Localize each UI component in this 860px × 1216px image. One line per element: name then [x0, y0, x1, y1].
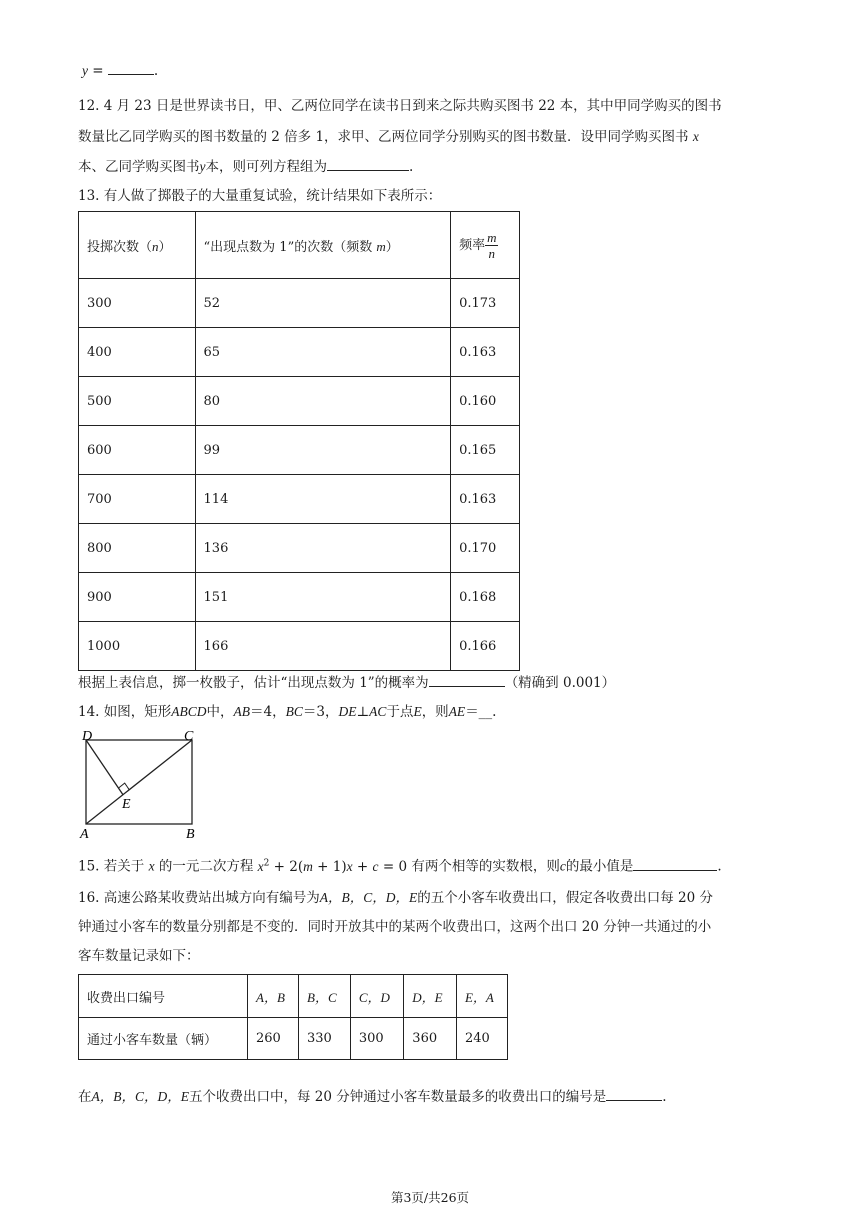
q14-t6: ，则: [421, 704, 449, 720]
eq-c: c: [372, 858, 379, 874]
quadratic-equation: [258, 859, 407, 875]
fraction-m-over-n: [485, 230, 498, 261]
label-a: A: [80, 827, 89, 842]
car-count-cell: 330: [299, 1018, 351, 1060]
var-x: x: [692, 129, 699, 144]
q15-t1: 15. 若关于: [78, 858, 145, 875]
var-c: c: [559, 858, 566, 874]
q12-line-3: [78, 156, 413, 177]
q14-t2: 中，: [206, 704, 234, 720]
cell-frequency: 0.160: [451, 377, 520, 426]
cell-throws: 1000: [79, 622, 196, 671]
q16-t4: 客车数量记录如下：: [78, 948, 200, 964]
eq-m: m: [303, 858, 313, 874]
var-m: m: [376, 238, 386, 254]
exit-pair-cell: C，D: [350, 975, 403, 1018]
cell-count: 114: [195, 475, 451, 524]
seg-ab: AB: [233, 704, 251, 719]
q16-after-t2: 五个收费出口中，每 20 分钟通过小客车数量最多的收费出口的编号是: [189, 1089, 607, 1105]
table-row: [79, 279, 520, 328]
car-count-cell: 240: [456, 1018, 507, 1060]
var-y: y: [82, 63, 88, 78]
cell-count: 65: [195, 328, 451, 377]
cell-frequency: 0.163: [451, 328, 520, 377]
seg-bc: BC: [285, 704, 303, 719]
q12-text-1: 12. 4 月 23 日是世界读书日，甲、乙两位同学在读书日到来之际共购买图书 22 本，其中甲同学购买的图书: [78, 98, 722, 114]
exit-letters: A，B，C，D，E: [319, 890, 418, 905]
cell-throws: 600: [79, 426, 196, 475]
eq-part: + 2(: [269, 858, 304, 875]
header-throws-end: ）: [158, 239, 172, 255]
var-y: y: [199, 159, 206, 174]
period: .: [409, 159, 414, 175]
q15-t4: 的最小值是: [565, 858, 634, 875]
header-count-text: “出现点数为 1”的次数（频数: [203, 239, 373, 255]
header-throws-text: 投掷次数（: [87, 239, 153, 255]
toll-exit-table: [78, 974, 508, 1060]
period: .: [662, 1089, 667, 1105]
cell-throws: 700: [79, 475, 196, 524]
answer-blank[interactable]: [108, 60, 154, 75]
q13-after-text: 根据上表信息，掷一枚骰子，估计“出现点数为 1”的概率为: [78, 675, 429, 691]
header-throws: [79, 212, 196, 279]
q14-t4: ＝3，: [302, 704, 339, 720]
cell-count: 80: [195, 377, 451, 426]
exit-pair-cell: B，C: [299, 975, 351, 1018]
q14-t5: 于点: [386, 704, 414, 720]
header-frequency-text: 频率: [459, 237, 486, 253]
eq-plus: +: [352, 858, 373, 875]
cell-count: 99: [195, 426, 451, 475]
q12-text-3b: 本，则可列方程组为: [205, 159, 327, 175]
equals: =: [88, 63, 108, 79]
q14-t7: ＝__.: [465, 704, 497, 720]
q16-t2: 的五个小客车收费出口，假定各收费出口每 20 分: [417, 890, 714, 906]
cell-count: 136: [195, 524, 451, 573]
answer-blank[interactable]: [606, 1086, 662, 1101]
eq-part2: + 1): [312, 858, 347, 875]
exit-pair-cell: A，B: [248, 975, 299, 1018]
answer-blank[interactable]: [327, 156, 409, 171]
eq-x-linear: x: [346, 858, 353, 874]
q14-text: [78, 702, 496, 722]
q16-line-1: [78, 888, 713, 908]
var-x: x: [148, 858, 155, 874]
q13-after: [78, 672, 615, 693]
q15-text: [78, 853, 722, 877]
var-n: n: [152, 238, 159, 254]
q12-text-3a: 本、乙同学购买图书: [78, 159, 200, 175]
q14-t1: 14. 如图，矩形: [78, 704, 172, 720]
q16-after-t1: 在: [78, 1089, 92, 1105]
cell-frequency: 0.168: [451, 573, 520, 622]
cell-frequency: 0.165: [451, 426, 520, 475]
car-count-cell: 360: [404, 1018, 457, 1060]
eq-x: x: [257, 858, 264, 874]
label-c: C: [184, 729, 194, 744]
point-e: E: [413, 704, 422, 719]
seg-ac: AC: [369, 704, 387, 719]
q15-t2: 的一元二次方程: [158, 858, 254, 875]
cell-throws: 300: [79, 279, 196, 328]
diagonal-ac: [86, 740, 192, 824]
cell-count: 151: [195, 573, 451, 622]
q16-after: [78, 1086, 667, 1107]
q14-t3: ＝4，: [250, 704, 286, 720]
period: .: [153, 63, 159, 79]
rectangle-figure: [76, 728, 206, 844]
page-footer: 第3页/共26页: [390, 1190, 470, 1205]
cell-frequency: 0.170: [451, 524, 520, 573]
cell-throws: 900: [79, 573, 196, 622]
cell-throws: 800: [79, 524, 196, 573]
table-row: [79, 573, 520, 622]
label-d: D: [82, 729, 93, 744]
exit-pair-cell: E，A: [456, 975, 507, 1018]
dice-frequency-table: [78, 211, 520, 671]
q16-t1: 16. 高速公路某收费站出城方向有编号为: [78, 890, 320, 906]
header-count-end: ）: [385, 239, 399, 255]
seg-de: DE: [338, 704, 357, 719]
q15-t3: 有两个相等的实数根，则: [411, 858, 560, 875]
q16-line-2: [78, 917, 711, 937]
q12-text-2: 数量比乙同学购买的图书数量的 2 倍多 1，求甲、乙两位同学分别购买的图书数量．设甲同学购买图书: [78, 129, 689, 145]
cell-throws: 500: [79, 377, 196, 426]
cell-count: 52: [195, 279, 451, 328]
header-count: [195, 212, 451, 279]
exit-pair-cell: D，E: [404, 975, 457, 1018]
answer-blank[interactable]: [429, 672, 505, 687]
eq-equals-zero: = 0: [378, 858, 408, 875]
segment-de: [86, 740, 123, 795]
fraction-denominator: n: [488, 245, 496, 261]
label-b: B: [186, 827, 195, 842]
car-count-row: [79, 1018, 508, 1060]
table-row: [79, 377, 520, 426]
right-angle-mark: [118, 783, 129, 790]
q13-intro: [78, 186, 441, 206]
cell-frequency: 0.163: [451, 475, 520, 524]
table-row: [79, 426, 520, 475]
period: .: [717, 858, 722, 875]
q13-intro-text: 13. 有人做了掷骰子的大量重复试验，统计结果如下表所示：: [78, 188, 442, 204]
perp-symbol: ⊥: [356, 704, 370, 720]
exit-code-label: 收费出口编号: [79, 975, 248, 1018]
answer-blank[interactable]: [633, 856, 717, 871]
car-count-cell: 260: [248, 1018, 299, 1060]
q12-line-1: [78, 96, 722, 116]
header-frequency: [451, 212, 520, 279]
exit-letters: A，B，C，D，E: [91, 1089, 189, 1104]
cell-frequency: 0.166: [451, 622, 520, 671]
table-header-row: [79, 212, 520, 279]
exit-code-row: [79, 975, 508, 1018]
cell-count: 166: [195, 622, 451, 671]
table-row: [79, 328, 520, 377]
car-count-cell: 300: [350, 1018, 403, 1060]
q11-answer-line: [82, 60, 158, 81]
table-row: [79, 622, 520, 671]
label-e: E: [122, 797, 131, 812]
rect-name: ABCD: [171, 704, 207, 719]
cell-throws: 400: [79, 328, 196, 377]
eq-exponent: 2: [263, 858, 270, 868]
seg-ae: AE: [448, 704, 466, 719]
table-row: [79, 524, 520, 573]
q13-precision-note: （精确到 0.001）: [504, 675, 616, 691]
q16-t3: 钟通过小客车的数量分别都是不变的．同时开放其中的某两个收费出口，这两个出口 20 分钟一共通过的小: [78, 919, 712, 935]
table-row: [79, 475, 520, 524]
cell-frequency: 0.173: [451, 279, 520, 328]
car-count-label: 通过小客车数量（辆）: [79, 1018, 248, 1060]
q16-line-3: [78, 946, 200, 966]
fraction-numerator: m: [487, 229, 497, 245]
q12-line-2: [78, 127, 699, 147]
